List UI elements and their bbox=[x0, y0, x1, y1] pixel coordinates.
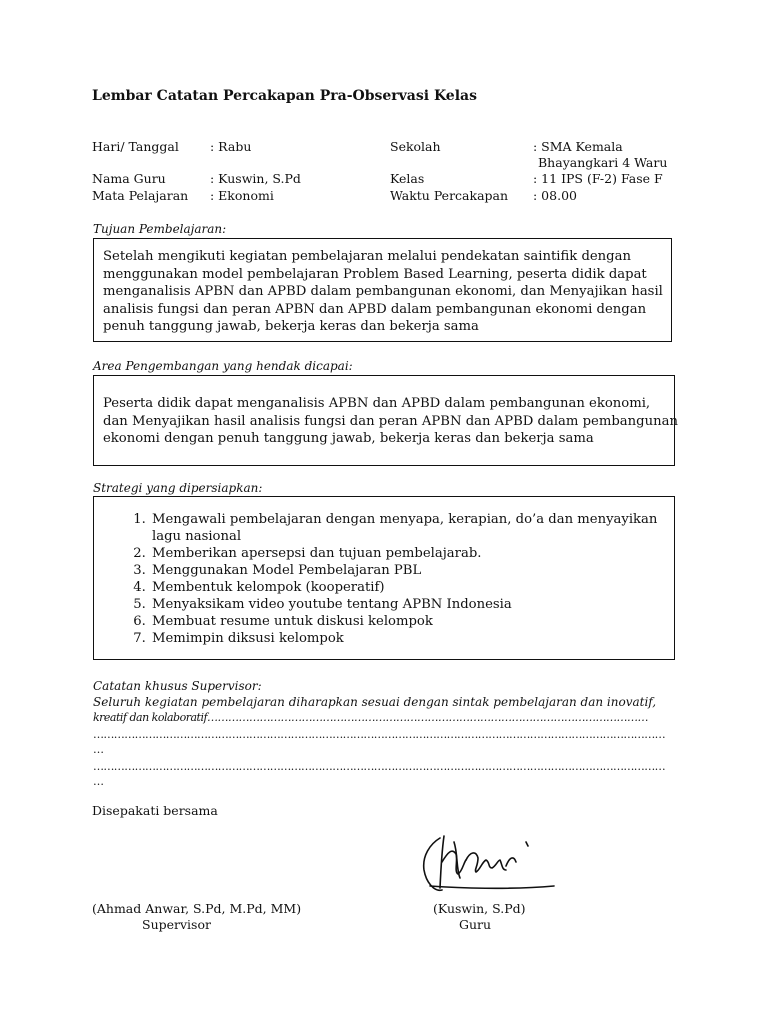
sekolah-value-line2: Bhayangkari 4 Waru bbox=[538, 155, 668, 170]
list-item: 5. Menyaksikam video youtube tentang APBN Indonesia bbox=[150, 596, 670, 613]
catatan-line1: Seluruh kegiatan pembelajaran diharapkan sesuai dengan sintak pembelajaran dan inovatif, bbox=[93, 695, 657, 709]
guru-label: Nama Guru bbox=[92, 171, 166, 186]
mapel-label: Mata Pelajaran bbox=[92, 188, 189, 203]
tujuan-line: menganalisis APBN dan APBD dalam pembangunan ekonomi, dan Menyajikan hasil bbox=[103, 284, 663, 299]
area-line: ekonomi dengan penuh tanggung jawab, bekerja keras dan bekerja sama bbox=[103, 431, 594, 446]
closing-text: Disepakati bersama bbox=[92, 803, 218, 818]
waktu-label: Waktu Percakapan bbox=[390, 188, 509, 203]
catatan-line2: kreatif dan kolaboratif……………………………………………………………………………………………………………… bbox=[93, 711, 649, 724]
area-box bbox=[93, 375, 678, 466]
mapel-value: : Ekonomi bbox=[210, 188, 274, 203]
tujuan-line: Setelah mengikuti kegiatan pembelajaran melalui pendekatan saintifik dengan bbox=[103, 249, 631, 264]
tujuan-line: penuh tanggung jawab, bekerja keras dan bekerja sama bbox=[103, 319, 479, 334]
catatan-dots1b: … bbox=[93, 743, 104, 756]
list-item: 3. Menggunakan Model Pembelajaran PBL bbox=[150, 562, 670, 579]
tujuan-box bbox=[93, 238, 672, 342]
hari-value: : Rabu bbox=[210, 139, 252, 154]
kelas-value: : 11 IPS (F-2) Fase F bbox=[533, 171, 663, 186]
guru-role: Guru bbox=[459, 917, 492, 932]
sekolah-label: Sekolah bbox=[390, 139, 441, 154]
strategi-list bbox=[94, 511, 670, 647]
kelas-label: Kelas bbox=[390, 171, 425, 186]
supervisor-name: (Ahmad Anwar, S.Pd, M.Pd, MM) bbox=[92, 901, 302, 916]
list-item: 6. Membuat resume untuk diskusi kelompok bbox=[150, 613, 670, 630]
catatan-dots2: ………………………………………………………………………………………………………………………………………………… bbox=[93, 760, 665, 773]
area-label: Area Pengembangan yang hendak dicapai: bbox=[93, 359, 353, 373]
tujuan-line: analisis fungsi dan peran APBN dan APBD dalam pembangunan ekonomi dengan bbox=[103, 301, 647, 317]
area-text bbox=[103, 395, 678, 448]
area-line: Peserta didik dapat menganalisis APBN dan APBD dalam pembangunan ekonomi, bbox=[103, 396, 651, 411]
catatan-label: Catatan khusus Supervisor: bbox=[93, 679, 262, 693]
strategi-box bbox=[93, 496, 675, 660]
sekolah-value-line1: : SMA Kemala bbox=[533, 139, 623, 154]
catatan-dots2b: … bbox=[93, 775, 104, 788]
guru-signature bbox=[418, 832, 558, 904]
supervisor-role: Supervisor bbox=[142, 917, 211, 932]
guru-value: : Kuswin, S.Pd bbox=[210, 171, 301, 186]
tujuan-label: Tujuan Pembelajaran: bbox=[93, 222, 227, 236]
area-line: dan Menyajikan hasil analisis fungsi dan peran APBN dan APBD dalam pembangunan bbox=[103, 413, 678, 429]
list-item: 4. Membentuk kelompok (kooperatif) bbox=[150, 579, 670, 596]
tujuan-line: menggunakan model pembelajaran Problem Based Learning, peserta didik dapat bbox=[103, 266, 647, 282]
tujuan-text bbox=[103, 248, 663, 336]
strategi-label: Strategi yang dipersiapkan: bbox=[93, 481, 263, 495]
hari-label: Hari/ Tanggal bbox=[92, 139, 179, 154]
list-item: 2. Memberikan apersepsi dan tujuan pembelajarab. bbox=[150, 545, 670, 562]
waktu-value: : 08.00 bbox=[533, 188, 577, 203]
list-item: 1. Mengawali pembelajaran dengan menyapa, kerapian, do’a dan menyayikan lagu nasional bbox=[150, 511, 670, 545]
guru-name: (Kuswin, S.Pd) bbox=[433, 901, 526, 916]
document-title: Lembar Catatan Percakapan Pra-Observasi Kelas bbox=[92, 88, 477, 104]
catatan-dots1: ………………………………………………………………………………………………………………………………………………… bbox=[93, 728, 665, 741]
list-item: 7. Memimpin diksusi kelompok bbox=[150, 630, 670, 647]
